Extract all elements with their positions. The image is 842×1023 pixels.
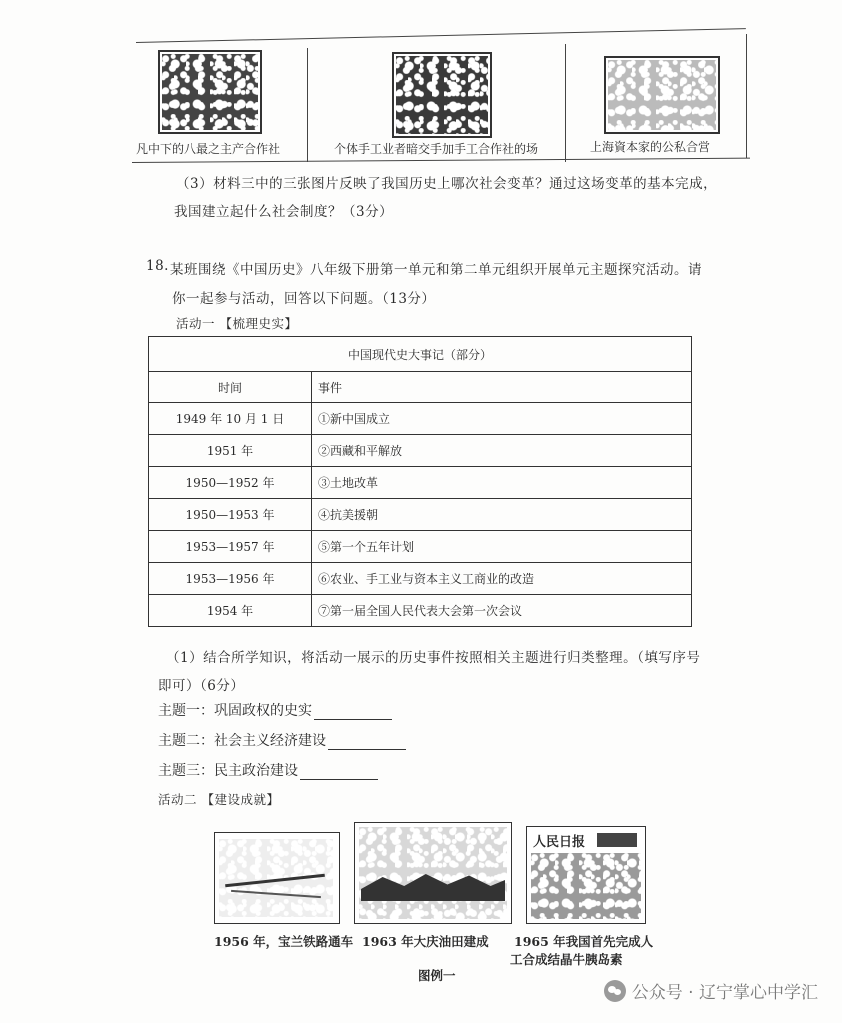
strip-top-border [136, 28, 746, 43]
photo-image [608, 60, 716, 130]
joint-venture-photo [604, 56, 720, 134]
photo-image [396, 56, 488, 134]
photo-caption: 1956 年，宝兰铁路通车 [214, 934, 354, 949]
theme-label: 主题二：社会主义经济建设 [158, 733, 326, 749]
activity-2-label: 活动二 【建设成就】 [158, 792, 280, 807]
question-18-1-line2: 即可）（6分） [158, 678, 245, 694]
row-time: 1949 年 10 月 1 日 [149, 403, 312, 435]
chronicle-table [148, 336, 692, 627]
theme-two [158, 730, 406, 750]
strip-right-edge [746, 34, 747, 158]
photo-caption: 工合成结晶牛胰岛素 [510, 952, 623, 967]
table-row [149, 499, 692, 531]
table-row [149, 531, 692, 563]
row-time: 1953—1956 年 [149, 563, 312, 595]
newspaper-body [531, 853, 641, 919]
row-time: 1950—1953 年 [149, 499, 312, 531]
row-event: ③土地改革 [312, 467, 692, 499]
photo-caption: 个体手工业者暗交手加手工合作社的场 [334, 142, 539, 156]
table-row [149, 435, 692, 467]
table-row [149, 403, 692, 435]
table-row [149, 467, 692, 499]
row-event: ⑤第一个五年计划 [312, 531, 692, 563]
watermark-text: 公众号 · 辽宁掌心中学汇 [631, 983, 818, 1003]
watermark [604, 978, 818, 1003]
handicraft-photo [392, 52, 492, 138]
strip-divider [307, 48, 308, 162]
row-event: ②西藏和平解放 [312, 435, 692, 467]
answer-blank[interactable] [300, 765, 378, 780]
column-header-event: 事件 [312, 372, 692, 403]
row-event: ④抗美援朝 [312, 499, 692, 531]
question-18-line2: 你一起参与活动，回答以下问题。（13分） [172, 291, 436, 307]
newspaper-photo [526, 826, 646, 924]
row-event: ①新中国成立 [312, 403, 692, 435]
photo-caption: 1963 年大庆油田建成 [362, 934, 489, 949]
activity-1-label: 活动一 【梳理史实】 [176, 316, 298, 331]
answer-blank[interactable] [314, 705, 392, 720]
oilfield-photo [354, 822, 512, 924]
photo-caption: 1965 年我国首先完成人 [514, 934, 654, 949]
railway-photo [214, 832, 340, 924]
answer-blank[interactable] [328, 735, 406, 750]
question-17-3-line2: 我国建立起什么社会制度？（3分） [174, 204, 394, 220]
cooperative-photo [158, 50, 262, 134]
strip-divider [565, 44, 566, 162]
row-event: ⑥农业、手工业与资本主义工商业的改造 [312, 563, 692, 595]
figure-label: 图例一 [418, 968, 456, 983]
question-18-1-line1: （1）结合所学知识，将活动一展示的历史事件按照相关主题进行归类整理。（填写序号 [166, 650, 701, 666]
table-row [149, 595, 692, 627]
strip-bottom-border [132, 158, 750, 163]
theme-label: 主题三：民主政治建设 [158, 763, 298, 779]
theme-label: 主题一：巩固政权的史实 [158, 703, 312, 719]
table-title: 中国现代史大事记（部分） [149, 337, 692, 372]
photo-caption: 凡中下的八最之主产合作社 [136, 142, 281, 156]
question-17-3-line1: （3）材料三中的三张图片反映了我国历史上哪次社会变革？通过这场变革的基本完成， [176, 176, 718, 192]
wechat-icon [604, 980, 626, 1002]
question-18-number: 18. [146, 258, 169, 274]
row-time: 1950—1952 年 [149, 467, 312, 499]
row-time: 1953—1957 年 [149, 531, 312, 563]
question-18-line1: 某班围绕《中国历史》八年级下册第一单元和第二单元组织开展单元主题探究活动。请 [170, 262, 702, 278]
newspaper-header-box [597, 833, 637, 847]
column-header-time: 时间 [149, 372, 312, 403]
photo-image [359, 827, 507, 919]
row-time: 1951 年 [149, 435, 312, 467]
theme-one [158, 700, 392, 720]
newspaper-masthead: 人民日报 [533, 835, 586, 850]
row-event: ⑦第一届全国人民代表大会第一次会议 [312, 595, 692, 627]
photo-caption: 上海資本家的公私合営 [590, 140, 711, 154]
theme-three [158, 760, 378, 780]
row-time: 1954 年 [149, 595, 312, 627]
table-row [149, 563, 692, 595]
photo-image [162, 54, 258, 130]
